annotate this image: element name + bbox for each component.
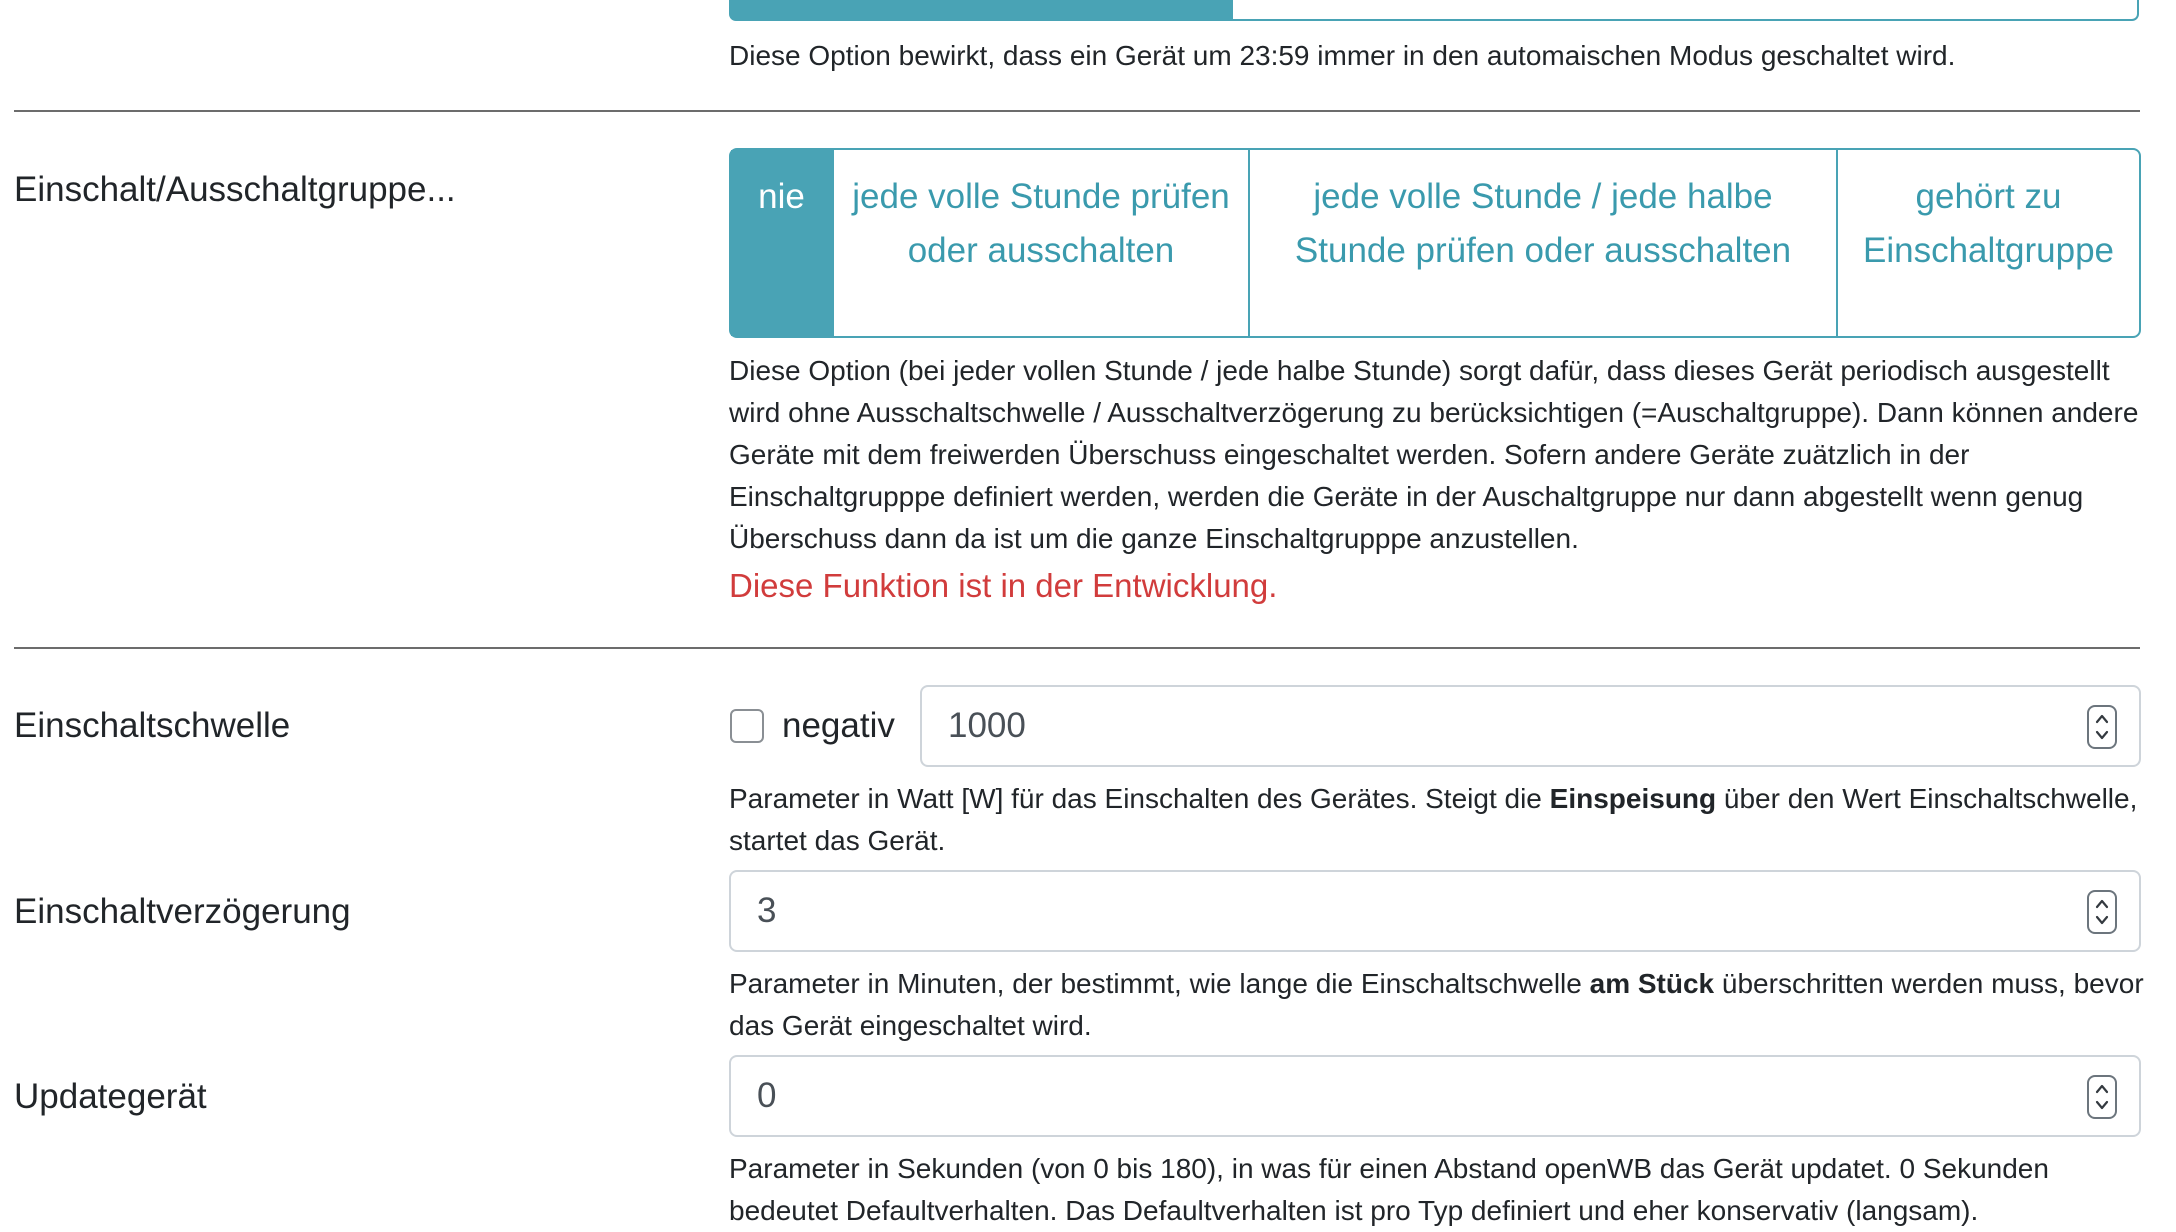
einschaltverzoegerung-help-text: Parameter in Minuten, der bestimmt, wie lange die Einschaltschwelle — [729, 968, 1590, 999]
einschaltschwelle-help — [729, 778, 2149, 862]
einschaltverzoegerung-label: Einschaltverzögerung — [14, 892, 351, 931]
updategeraet-input[interactable] — [729, 1055, 2141, 1137]
automatik-mode-active-option[interactable] — [731, 0, 1233, 19]
einschaltverzoegerung-help-bold: am Stück — [1589, 968, 1715, 999]
gruppe-option-volle-stunde[interactable]: jede volle Stunde prüfen oder ausschalten — [834, 150, 1250, 336]
gruppe-button-group — [729, 148, 2141, 338]
number-spinner-icon[interactable] — [2087, 705, 2117, 749]
gruppe-help: Diese Option (bei jeder vollen Stunde / jede halbe Stunde) sorgt dafür, dass dieses Gerät periodisch ausgestellt wird ohne Ausschaltschwelle / Ausschaltverzögerung zu berücksichtigen (=Auschaltgruppe). Dann können andere Geräte mit dem freiwerden Überschuss eingeschaltet werden. Sofern andere Geräte zuätzlich in der Einschaltgrupppe definiert werden, werden die Geräte in der Auschaltgruppe nur dann abgestellt wenn genug Überschuss dann da ist um die ganze Einschaltgrupppe anzustellen. — [729, 355, 2139, 554]
negativ-checkbox[interactable] — [730, 709, 764, 743]
einschaltverzoegerung-help-text-end: überschritten werden muss, bevor das Gerät eingeschaltet wird. — [729, 968, 2144, 1041]
gruppe-warning: Diese Funktion ist in der Entwicklung. — [729, 567, 1278, 604]
section-divider — [14, 110, 2140, 112]
automatik-mode-button-group — [729, 0, 2139, 21]
einschaltverzoegerung-value: 3 — [757, 891, 777, 930]
einschaltverzoegerung-help — [729, 963, 2149, 1047]
automatik-mode-inactive-option[interactable] — [1233, 0, 2137, 19]
gruppe-option-halbe-stunde[interactable]: jede volle Stunde / jede halbe Stunde prüfen oder ausschalten — [1250, 150, 1838, 336]
number-spinner-icon[interactable] — [2087, 890, 2117, 934]
einschaltschwelle-help-text: Parameter in Watt [W] für das Einschalten des Gerätes. Steigt die — [729, 783, 1550, 814]
einschaltschwelle-label: Einschaltschwelle — [14, 706, 291, 745]
einschaltschwelle-help-bold: Einspeisung — [1549, 783, 1717, 814]
gruppe-option-nie[interactable]: nie — [731, 150, 834, 336]
number-spinner-icon[interactable] — [2087, 1075, 2117, 1119]
updategeraet-label: Updategerät — [14, 1077, 207, 1116]
automatik-mode-help: Diese Option bewirkt, dass ein Gerät um 23:59 immer in den automaischen Modus geschaltet wird. — [729, 40, 1956, 71]
einschaltschwelle-help-text-end: über den Wert Einschaltschwelle, startet das Gerät. — [729, 783, 2138, 856]
section-divider — [14, 647, 2140, 649]
updategeraet-help: Parameter in Sekunden (von 0 bis 180), in was für einen Abstand openWB das Gerät updatet. 0 Sekunden bedeutet Defaultverhalten. Das Defaultverhalten ist pro Typ definiert und eher konservativ (langsam). — [729, 1153, 2049, 1226]
einschaltschwelle-input[interactable] — [920, 685, 2141, 767]
negativ-checkbox-label[interactable]: negativ — [782, 706, 895, 745]
gruppe-label: Einschalt/Ausschaltgruppe... — [14, 170, 456, 209]
einschaltverzoegerung-input[interactable] — [729, 870, 2141, 952]
einschaltschwelle-value: 1000 — [948, 706, 1026, 745]
gruppe-option-einschaltgruppe[interactable]: gehört zu Einschaltgruppe — [1863, 177, 2114, 270]
updategeraet-value: 0 — [757, 1076, 777, 1115]
